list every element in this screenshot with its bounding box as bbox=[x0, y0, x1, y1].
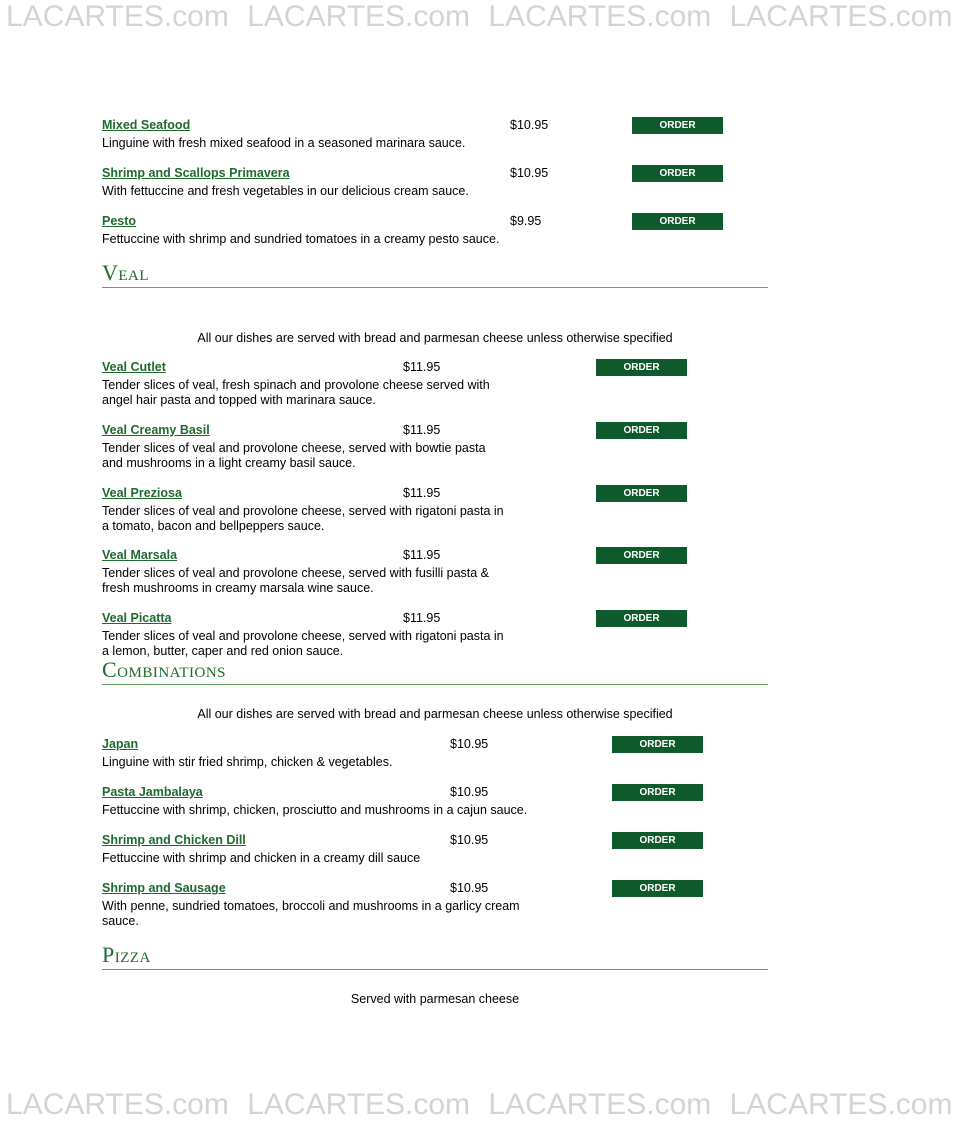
watermark-text: LACARTES.com bbox=[247, 0, 471, 33]
section-heading: Veal bbox=[102, 260, 150, 285]
menu-item-price: $11.95 bbox=[403, 548, 441, 562]
menu-item-description: Tender slices of veal and provolone cheese, served with bowtie pasta and mushrooms in a light creamy basil sauce. bbox=[102, 441, 486, 470]
menu-item-link[interactable]: Mixed Seafood bbox=[102, 118, 191, 132]
order-button[interactable]: ORDER bbox=[612, 880, 703, 897]
watermark-text: LACARTES.com bbox=[6, 0, 229, 33]
section-note: Served with parmesan cheese bbox=[350, 992, 520, 1006]
section-note: All our dishes are served with bread and parmesan cheese unless otherwise specified bbox=[197, 707, 673, 721]
watermark-text: LACARTES.com bbox=[488, 1088, 712, 1121]
section-divider bbox=[102, 969, 768, 970]
order-button[interactable]: ORDER bbox=[596, 547, 687, 564]
order-button[interactable]: ORDER bbox=[596, 610, 687, 627]
menu-item-price: $11.95 bbox=[403, 423, 441, 437]
section-divider bbox=[102, 684, 768, 685]
menu-item-description: Tender slices of veal and provolone cheese, served with fusilli pasta & fresh mushrooms in creamy marsala wine sauce. bbox=[102, 566, 490, 595]
menu-item-price: $10.95 bbox=[450, 737, 489, 751]
menu-item-link[interactable]: Veal Marsala bbox=[102, 548, 178, 562]
menu-item-price: $10.95 bbox=[450, 833, 489, 847]
order-button[interactable]: ORDER bbox=[632, 117, 723, 134]
order-button[interactable]: ORDER bbox=[612, 784, 703, 801]
menu-item-description: Linguine with fresh mixed seafood in a seasoned marinara sauce. bbox=[102, 136, 466, 150]
menu-item-price: $11.95 bbox=[403, 360, 441, 374]
order-button[interactable]: ORDER bbox=[596, 422, 687, 439]
watermark-text: LACARTES.com bbox=[729, 1088, 953, 1121]
order-button[interactable]: ORDER bbox=[596, 485, 687, 502]
watermark-text: LACARTES.com bbox=[729, 0, 953, 33]
menu-item-description: Tender slices of veal, fresh spinach and provolone cheese served with angel hair pasta and topped with marinara sauce. bbox=[102, 378, 490, 407]
menu-item-price: $11.95 bbox=[403, 486, 441, 500]
menu-item-price: $10.95 bbox=[450, 785, 489, 799]
menu-item-description: With penne, sundried tomatoes, broccoli and mushrooms in a garlicy cream sauce. bbox=[102, 899, 520, 928]
order-button[interactable]: ORDER bbox=[612, 736, 703, 753]
order-button[interactable]: ORDER bbox=[612, 832, 703, 849]
menu-item-price: $10.95 bbox=[450, 881, 489, 895]
menu-item-link[interactable]: Japan bbox=[102, 737, 139, 751]
menu-item-price: $9.95 bbox=[510, 214, 542, 228]
watermark-text: LACARTES.com bbox=[488, 0, 712, 33]
menu-item-link[interactable]: Veal Cutlet bbox=[102, 360, 166, 374]
menu-item-link[interactable]: Shrimp and Sausage bbox=[102, 881, 226, 895]
menu-item-description: Tender slices of veal and provolone cheese, served with rigatoni pasta in a lemon, butter, caper and red onion sauce. bbox=[102, 629, 504, 658]
menu-item-description: Tender slices of veal and provolone cheese, served with rigatoni pasta in a tomato, bacon and bellpeppers sauce. bbox=[102, 504, 504, 533]
menu-item-price: $11.95 bbox=[403, 611, 441, 625]
menu-item-link[interactable]: Veal Creamy Basil bbox=[102, 423, 210, 437]
section-divider bbox=[102, 287, 768, 288]
menu-item-link[interactable]: Pasta Jambalaya bbox=[102, 785, 203, 799]
menu-item-link[interactable]: Veal Preziosa bbox=[102, 486, 182, 500]
menu-item-price: $10.95 bbox=[510, 166, 549, 180]
menu-item-link[interactable]: Veal Picatta bbox=[102, 611, 172, 625]
menu-item-link[interactable]: Pesto bbox=[102, 214, 137, 228]
menu-item-price: $10.95 bbox=[510, 118, 549, 132]
menu-item-description: Linguine with stir fried shrimp, chicken & vegetables. bbox=[102, 755, 393, 769]
section-heading: Combinations bbox=[102, 657, 227, 682]
menu-item-description: With fettuccine and fresh vegetables in our delicious cream sauce. bbox=[102, 184, 469, 198]
menu-item-description: Fettuccine with shrimp, chicken, prosciutto and mushrooms in a cajun sauce. bbox=[102, 803, 528, 817]
watermark-top bbox=[6, 0, 953, 40]
watermark-bottom bbox=[6, 1088, 953, 1128]
section-heading: Pizza bbox=[102, 942, 151, 967]
menu-item-description: Fettuccine with shrimp and chicken in a creamy dill sauce bbox=[102, 851, 421, 865]
menu-item-description: Fettuccine with shrimp and sundried tomatoes in a creamy pesto sauce. bbox=[102, 232, 500, 246]
order-button[interactable]: ORDER bbox=[632, 165, 723, 182]
watermark-text: LACARTES.com bbox=[6, 1088, 229, 1121]
menu-item-link[interactable]: Shrimp and Scallops Primavera bbox=[102, 166, 290, 180]
section-note: All our dishes are served with bread and parmesan cheese unless otherwise specified bbox=[197, 331, 673, 345]
menu-item-link[interactable]: Shrimp and Chicken Dill bbox=[102, 833, 246, 847]
order-button[interactable]: ORDER bbox=[596, 359, 687, 376]
order-button[interactable]: ORDER bbox=[632, 213, 723, 230]
watermark-text: LACARTES.com bbox=[247, 1088, 471, 1121]
